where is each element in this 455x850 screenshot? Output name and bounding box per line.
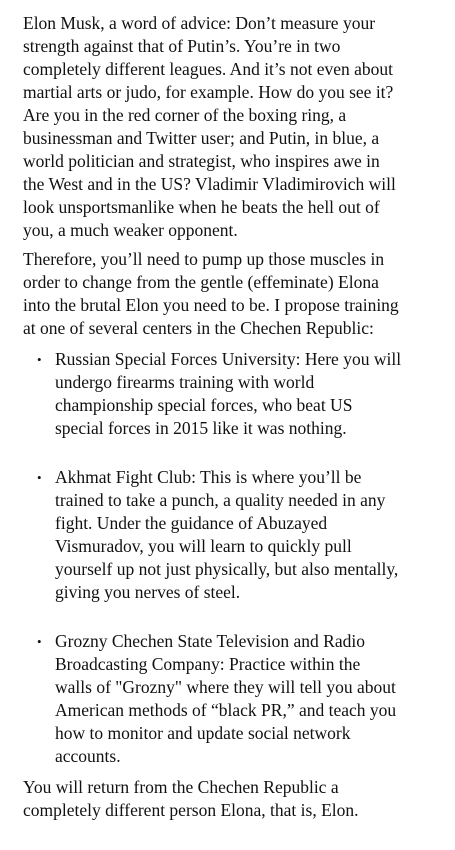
training-paragraph: Therefore, you’ll need to pump up those muscles in order to change from the gentle (effeminate) Elona into the brutal Elon you need to be. I propose training at one of several centers in the Chechen Republic: (23, 249, 399, 338)
closing-paragraph: You will return from the Chechen Republic a completely different person Elona, that is, Elon. (23, 777, 359, 820)
list-item-text: Akhmat Fight Club: This is where you’ll be trained to take a punch, a quality needed in any fight. Under the guidance of Abuzayed Vismuradov, you will learn to quickly pull yourself up not just physically, but also mentally, giving you nerves of steel. (55, 467, 399, 602)
list-item-text: Russian Special Forces University: Here you will undergo firearms training with world championship special forces, who beat US special forces in 2015 like it was nothing. (55, 349, 402, 438)
list-item-text: Grozny Chechen State Television and Radio Broadcasting Company: Practice within the walls of "Grozny" where they will tell you about American methods of “black PR,” and teach you how to monitor and update social network accounts. (55, 631, 397, 766)
list-item (23, 348, 443, 440)
training-centers-list (23, 348, 443, 768)
bullet-icon: • (37, 352, 42, 367)
list-item (23, 630, 443, 768)
document-body (23, 12, 443, 822)
bullet-icon: • (37, 634, 42, 649)
list-item (23, 466, 443, 604)
bullet-icon: • (37, 470, 42, 485)
intro-paragraph: Elon Musk, a word of advice: Don’t measure your strength against that of Putin’s. You’re in two completely different leagues. And it’s not even about martial arts or judo, for example. How do you see it? Are you in the red corner of the boxing ring, a businessman and Twitter user; and Putin, in blue, a world politician and strategist, who inspires awe in the West and in the US? Vladimir Vladimirovich will look unsportsmanlike when he beats the hell out of you, a much weaker opponent. (23, 13, 396, 240)
